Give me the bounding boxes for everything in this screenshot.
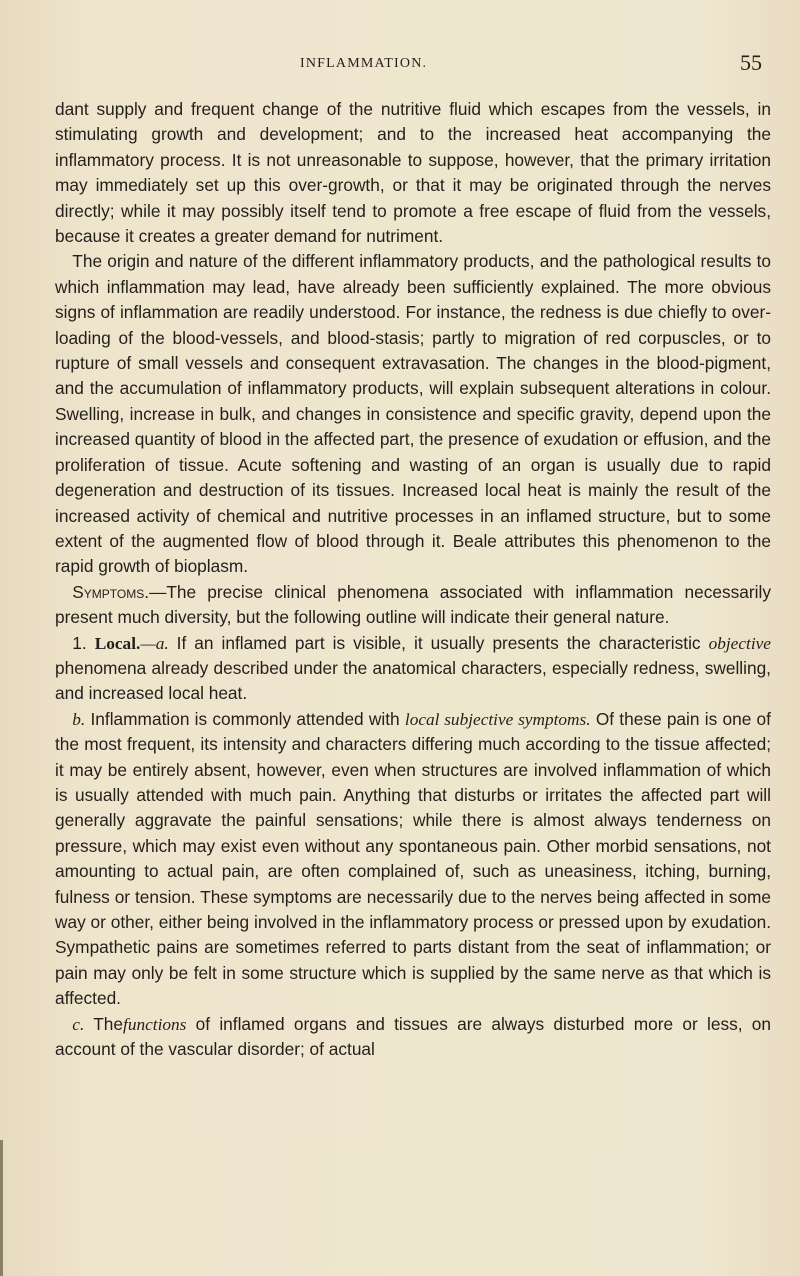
page-number: 55 [740, 50, 762, 75]
local-heading: Local. [94, 633, 141, 653]
paragraph-local: 1. Local.—a. If an inflamed part is visible, it usually presents the characteristic objective phenomena already described under the anatomical characters, especially redness, swelling, and increased local heat. [55, 632, 771, 704]
body-text [55, 97, 771, 1062]
paragraph-signs-of-inflammation: The origin and nature of the different inflammatory products, and the pathological results to which inflammation may lead, have already been sufficiently explained. The more obvious signs of inflammation are readily understood. For instance, the redness is due chiefly to over-loading of the blood-vessels, and blood-stasis; partly to migration of red corpuscles, or to rupture of small vessels and consequent extravasation. The changes in the blood-pigment, and the accumulation of inflammatory products, will explain subsequent alterations in colour. Swelling, increase in bulk, and changes in consistence and specific gravity, depend upon the increased quantity of blood in the affected part, the presence of exudation or effusion, and the proliferation of tissue. Acute softening and wasting of an organ is usually due to rapid degeneration and destruction of its tissues. Increased local heat is mainly the result of the increased activity of chemical and nutritive processes in an inflamed structure, but to some extent of the augmented flow of blood through it. Beale attributes this phenomenon to the rapid growth of bioplasm. [55, 251, 771, 577]
paragraph-subjective-symptoms: b. Inflammation is commonly attended with local subjective symptoms. Of these pain is one of the most frequent, its intensity and characters differing much according to the tissue affected; it may be entirely absent, however, even when structures are involved inflammation of which is usually attended with much pain. Anything that disturbs or irritates the affected part will generally aggravate the painful sensations; while there is almost always tenderness on pressure, which may exist even without any spontaneous pain. Other morbid sensations, not amounting to actual pain, are often complained of, such as uneasiness, itching, burning, fulness or tension. These symptoms are necessarily due to the nerves being affected in some way or other, either being involved in the inflammatory process or pressed upon by exudation. Sympathetic pains are sometimes referred to parts distant from the seat of inflammation; or pain may only be felt in some structure which is supplied by the same nerve as that which is affected. [55, 708, 771, 1009]
running-title: INFLAMMATION. [300, 56, 428, 71]
paragraph-continuation: dant supply and frequent change of the nutritive fluid which escapes from the vessels, in stimulating growth and development; and to the increased heat accompanying the inflammatory process. It is not unreasonable to suppose, however, that the primary irritation may immediately set up this over-growth, or that it may be originated through the nerves directly; while it may possibly itself tend to promote a free escape of fluid from the vessels, because it creates a greater demand for nutriment. [55, 99, 771, 247]
symptoms-heading: Symptoms. [72, 581, 150, 602]
page-edge-shadow [0, 1140, 3, 1276]
paragraph-functions: c. Thefunctions of inflamed organs and tissues are always disturbed more or less, on account of the vascular disorder; of actual [55, 1013, 772, 1060]
page-header [300, 50, 770, 80]
paragraph-symptoms: Symptoms.—The precise clinical phenomena associated with inflammation necessarily present much diversity, but the following outline will indicate their general nature. [55, 581, 771, 628]
